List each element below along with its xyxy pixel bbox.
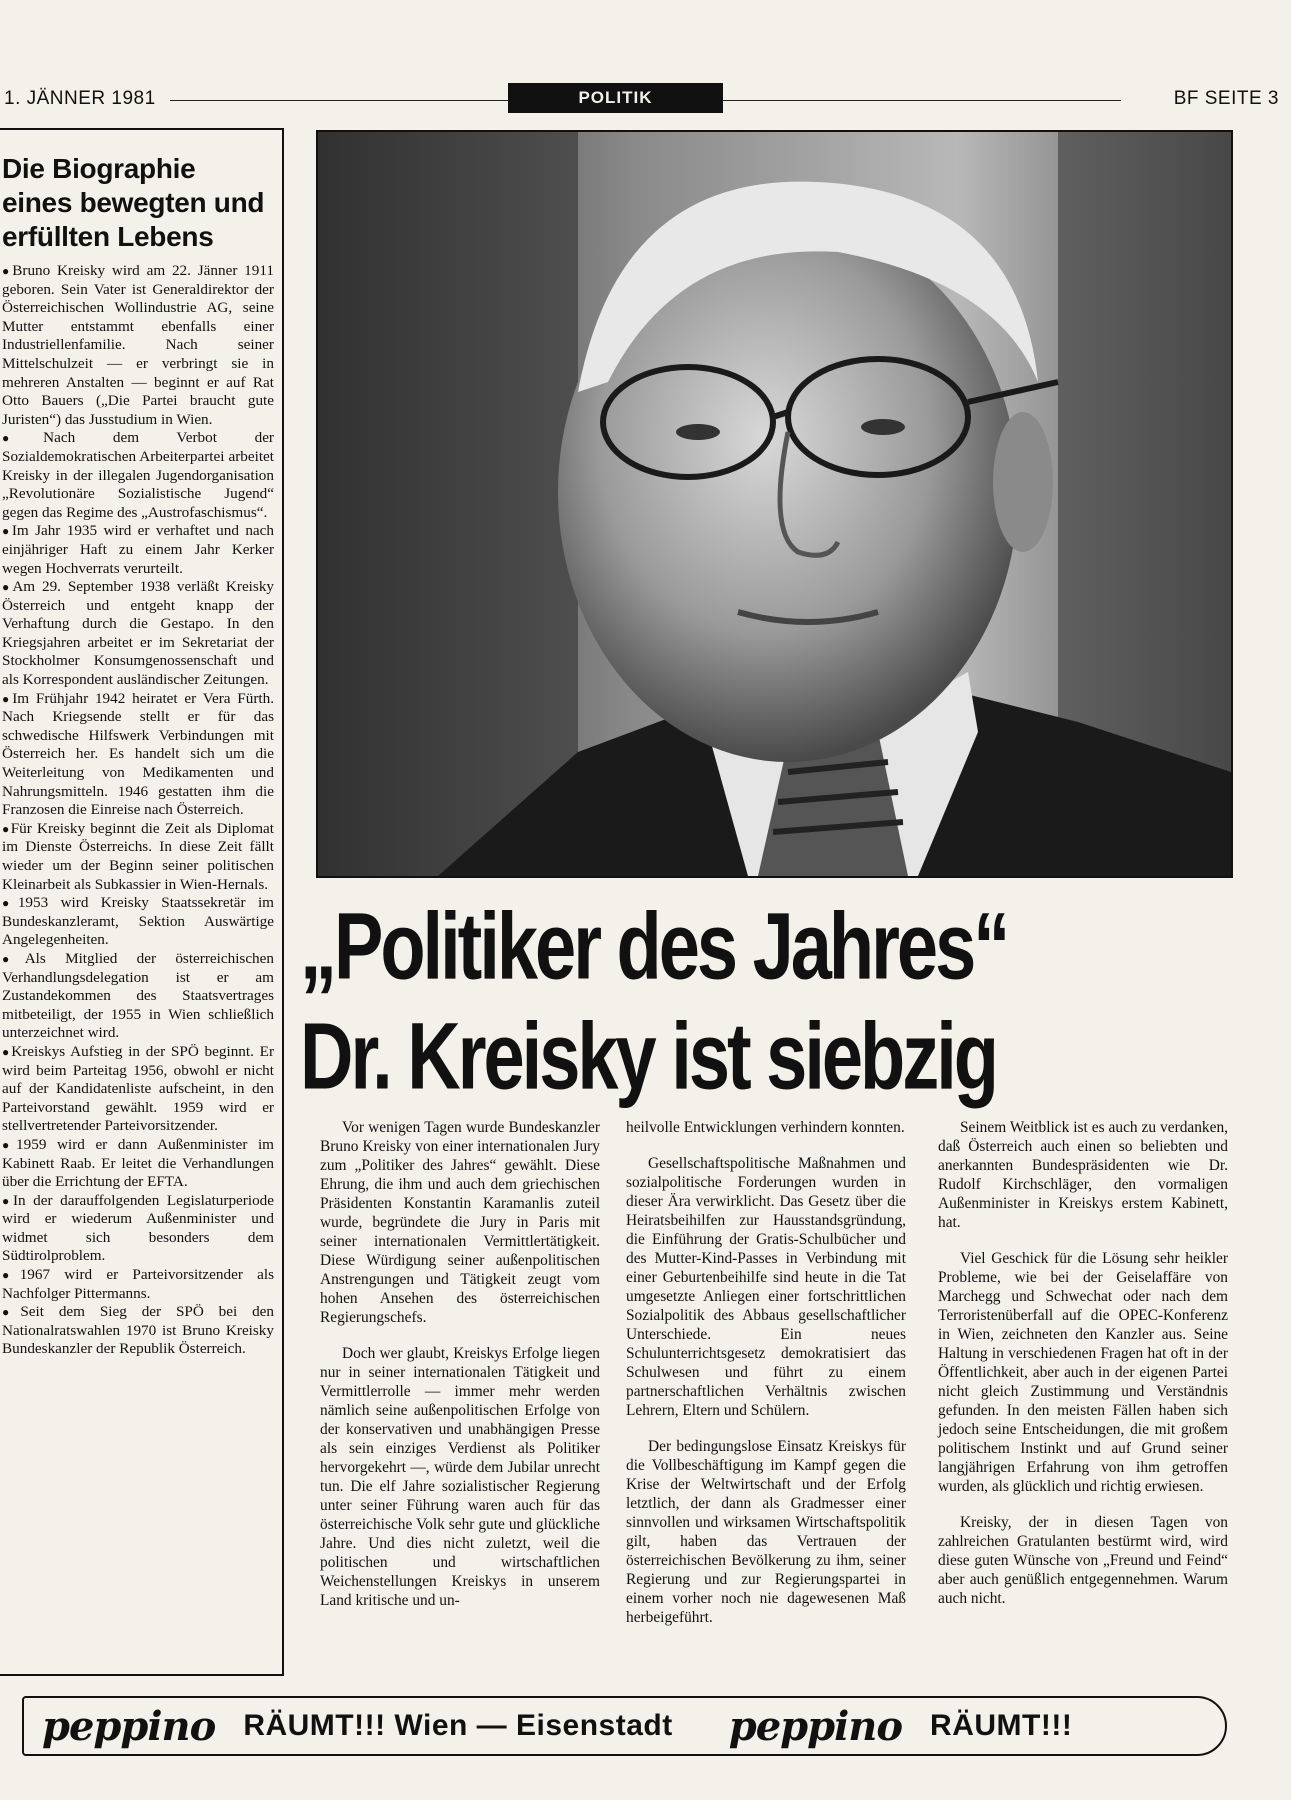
article-column-3 xyxy=(938,1118,1228,1625)
ad-brand-logo: peppino xyxy=(42,1702,216,1750)
biography-item: ● Seit dem Sieg der SPÖ bei den Nationalratswahlen 1970 ist Bruno Kreisky Bundeskanzler der Republik Österreich. xyxy=(2,1303,274,1359)
article-paragraph: Viel Geschick für die Lösung sehr heikler Probleme, wie bei der Geiselaffäre von Marchegg und Schwechat oder nach dem Terroristenüberfall auf die OPEC-Konferenz in Wien, zeichneten den Kanzler aus. Seine Haltung in verschiedenen Fragen hat oft in der Öffentlichkeit, aber auch in der eigenen Partei nicht gleich Zustimmung und Verständnis gefunden. In den meisten Fällen haben sich jedoch seine Entscheidungen, die mit großem politischem Instinkt und auf Grund seiner langjährigen Erfahrung von ihm getroffen wurden, als glücklich und richtig erwiesen. xyxy=(938,1250,1228,1495)
biography-list xyxy=(2,262,274,1359)
page-number: BF SEITE 3 xyxy=(1173,88,1279,109)
article-column-1 xyxy=(320,1118,600,1627)
ad-text-1: RÄUMT!!! Wien — Eisenstadt xyxy=(243,1709,673,1742)
article-column-2 xyxy=(626,1118,906,1644)
page-header xyxy=(0,80,1291,120)
article-paragraph: Doch wer glaubt, Kreiskys Erfolge liegen nur in seiner internationalen Tätigkeit und Vermittlerrolle — immer mehr werden nämlich seine außenpolitischen Erfolge von der konservativen und unabhängigen Presse als sein einziges Verdienst als Politiker hervorgekehrt —, würde dem Jubilar unrecht tun. Die elf Jahre sozialistischer Regierung unter seiner Führung waren auch für das österreichische Volk sehr gute und glückliche Jahre. Und dies nicht zuletzt, weil die politischen und wirtschaftlichen Weichenstellungen Kreiskys in unserem Land kritische und un- xyxy=(320,1345,600,1609)
article-body xyxy=(320,1118,1232,1678)
portrait-image xyxy=(318,132,1231,876)
biography-title: Die Biographie eines bewegten und erfüllten Lebens xyxy=(2,153,265,252)
article-paragraph: heilvolle Entwicklungen verhindern konnten. xyxy=(626,1119,905,1136)
headline-line-2: Dr. Kreisky ist siebzig xyxy=(300,1002,997,1109)
biography-item: ● 1953 wird Kreisky Staatssekretär im Bundeskanzleramt, Sektion Auswärtige Angelegenheiten. xyxy=(2,894,274,950)
article-paragraph: Gesellschaftspolitische Maßnahmen und sozialpolitische Forderungen wurden in dieser Ära verwirklicht. Das Gesetz über die Heiratsbeihilfen zur Hausstandsgründung, die Einführung der Gratis-Schulbücher und des Mutter-Kind-Passes in Verbindung mit einer Geburtenbeihilfe sind heute in die Tat umgesetzte Anliegen einer fortschrittlichen Sozialpolitik des Abbaus gesellschaftlicher Unterschiede. Ein neues Schulunterrichtsgesetz demokratisiert das Schulwesen und führt zu einem partnerschaftlichen Verhältnis zwischen Lehrern, Eltern und Schülern. xyxy=(626,1155,906,1419)
article-paragraph: Seinem Weitblick ist es auch zu verdanken, daß Österreich auch einen so beliebten und anerkannten Bundespräsidenten wie Dr. Rudolf Kirchschläger, den vormaligen Außenminister in Kreiskys erstem Kabinett, hat. xyxy=(938,1119,1228,1231)
advertisement-banner xyxy=(22,1696,1227,1756)
biography-item: ● Im Jahr 1935 wird er verhaftet und nach einjähriger Haft zu einem Jahr Kerker wegen Hochverrats verurteilt. xyxy=(2,522,274,578)
biography-item: ● Für Kreisky beginnt die Zeit als Diplomat im Dienste Österreichs. In diese Zeit fällt wieder um der Beginn seiner politischen Kleinarbeit als Subkassier in Wien-Hernals. xyxy=(2,820,274,894)
section-label-text: POLITIK xyxy=(578,88,653,107)
header-rule-right xyxy=(723,100,1121,101)
biography-item: ● Im Frühjahr 1942 heiratet er Vera Fürth. Nach Kriegsende stellt er für das schwedische Hilfswerk Verbindungen mit Österreich her. Es handelt sich um die Weiterleitung von Medikamenten und Nahrungsmitteln. 1946 gestatten ihm die Franzosen die Einreise nach Österreich. xyxy=(2,690,274,820)
biography-item: ● 1967 wird er Parteivorsitzender als Nachfolger Pittermanns. xyxy=(2,1266,274,1303)
section-label xyxy=(508,83,723,113)
biography-item: ● Nach dem Verbot der Sozialdemokratischen Arbeiterpartei arbeitet Kreisky in der illegalen Jugendorganisation „Revolutionäre Sozialistische Jugend“ gegen das Regime des „Austrofaschismus“. xyxy=(2,429,274,522)
biography-item: ● In der darauffolgenden Legislaturperiode wird er wiederum Außenminister und widmet sich besonders dem Südtirolproblem. xyxy=(2,1192,274,1266)
headline-line-1: „Politiker des Jahres“ xyxy=(300,892,1008,999)
headline xyxy=(300,890,1260,1109)
ad-text-2: RÄUMT!!! xyxy=(930,1709,1073,1742)
biography-item: ● Kreiskys Aufstieg in der SPÖ beginnt. Er wird beim Parteitag 1956, obwohl er nicht auf der Kandidatenliste aufscheint, in den Parteivorstand gewählt. 1959 wird er stellvertretender Parteivorsitzender. xyxy=(2,1043,274,1136)
biography-box xyxy=(0,128,284,1676)
ad-brand-logo-2: peppino xyxy=(728,1702,903,1750)
biography-item: ● Bruno Kreisky wird am 22. Jänner 1911 geboren. Sein Vater ist Generaldirektor der Österreichischen Wollindustrie AG, seine Mutter entstammt ebenfalls einer Industriellenfamilie. Nach seiner Mittelschulzeit — er verbringt sie in mehreren Anstalten — beginnt er auf Rat Otto Bauers („Die Partei braucht gute Juristen“) das Jusstudium in Wien. xyxy=(2,262,274,429)
header-rule-left xyxy=(170,100,508,101)
article-paragraph: Vor wenigen Tagen wurde Bundeskanzler Bruno Kreisky von einer internationalen Jury zum „Politiker des Jahres“ gewählt. Diese Ehrung, die ihm und auch dem griechischen Präsidenten Konstantin Karamanlis zuteil wurde, begründete die Jury in Paris mit seiner internationalen Vermittlertätigkeit. Diese Würdigung seiner außenpolitischen Anstrengungen und Tätigkeit zeugt vom hohen Ansehen des österreichischen Regierungschefs. xyxy=(320,1119,600,1326)
biography-item: ● Am 29. September 1938 verläßt Kreisky Österreich und entgeht knapp der Verhaftung durch die Gestapo. In den Kriegsjahren arbeitet er im Sekretariat der Stockholmer Konsumgenossenschaft und als Korrespondent ausländischer Zeitungen. xyxy=(2,578,274,690)
issue-date: 1. JÄNNER 1981 xyxy=(4,88,156,109)
article-paragraph: Der bedingungslose Einsatz Kreiskys für die Vollbeschäftigung im Kampf gegen die Krise der Weltwirtschaft und der Erfolg letztlich, der dann als Gradmesser einer sinnvollen und wirksamen Wirtschaftspolitik gilt, haben das Vertrauen der österreichischen Bevölkerung zu ihm, seiner Regierung und zur Regierungspartei in einem vorher noch nie dagewesenen Maß herbeigeführt. xyxy=(626,1438,906,1626)
article-paragraph: Kreisky, der in diesen Tagen von zahlreichen Gratulanten bestürmt wird, wird diese guten Wünsche von „Freund und Feind“ aber auch genüßlich entgegennehmen. Warum auch nicht. xyxy=(938,1514,1228,1607)
biography-item: ● Als Mitglied der österreichischen Verhandlungsdelegation ist er am Zustandekommen des Staatsvertrages mitbeteiligt, der 1955 in Wien schließlich unterzeichnet wird. xyxy=(2,950,274,1043)
biography-item: ● 1959 wird er dann Außenminister im Kabinett Raab. Er leitet die Verhandlungen über die Errichtung der EFTA. xyxy=(2,1136,274,1192)
portrait-photo xyxy=(316,130,1233,878)
